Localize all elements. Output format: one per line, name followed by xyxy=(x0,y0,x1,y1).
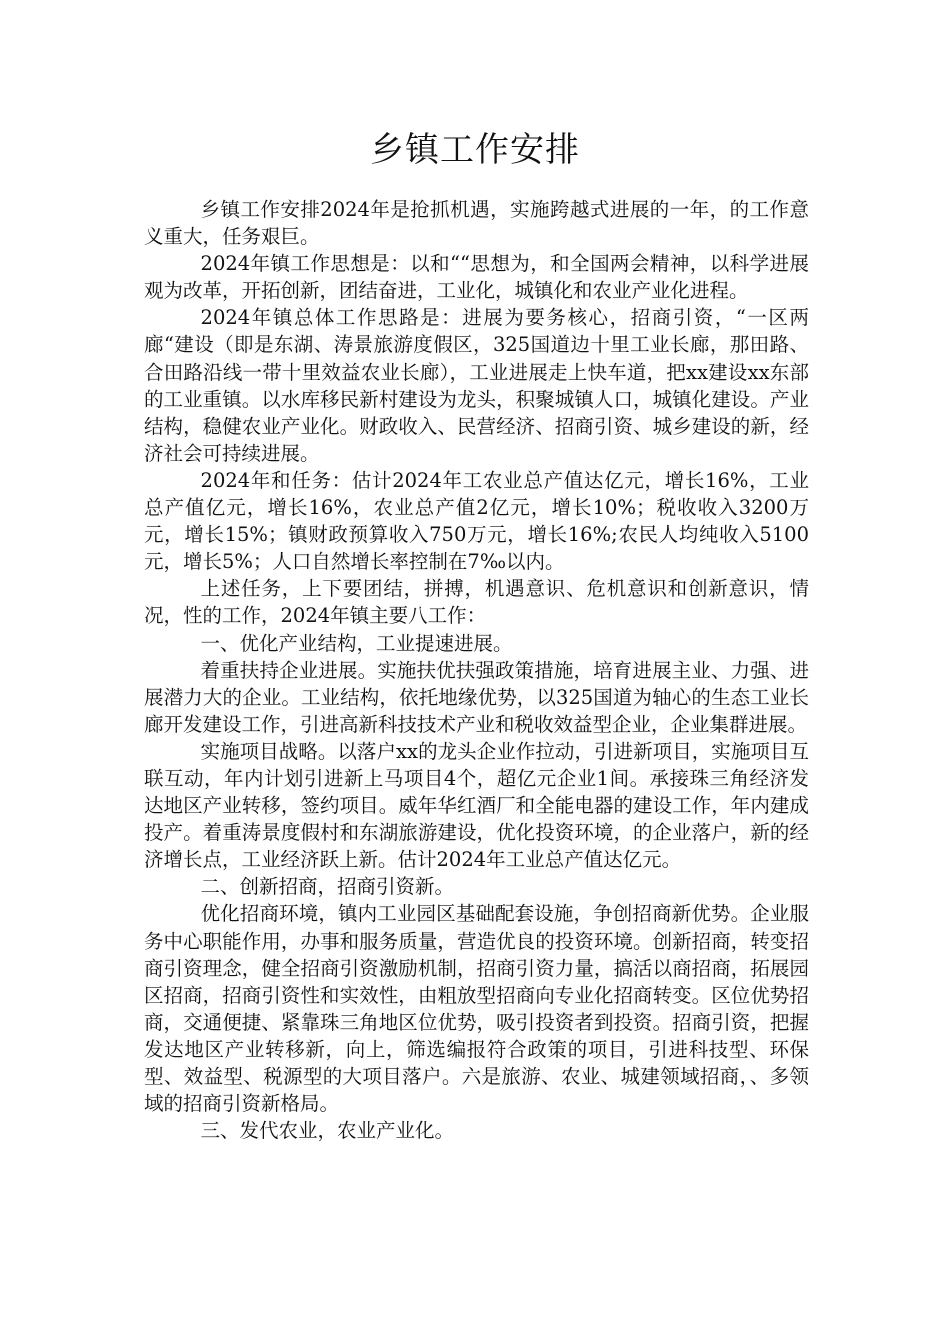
document-body xyxy=(144,196,809,1144)
document-title: 乡镇工作安排 xyxy=(370,130,580,170)
section-heading-1: 一、优化产业结构，工业提速进展。 xyxy=(200,631,513,655)
paragraph-targets: 2024年和任务：估计2024年工农业总产值达亿元，增长16%，工业总产值亿元，增长16%，农业总产值2亿元，增长10%；税收收入3200万元，增长15%；镇财政预算收入750万元，增长16%;农民人均纯收入5100元，增长5%；人口自然增长率控制在7‰以内。 xyxy=(144,468,809,574)
paragraph-project-strategy: 实施项目战略。以落户xx的龙头企业作拉动，引进新项目，实施项目互联互动，年内计划引进新上马项目4个，超亿元企业1间。承接珠三角经济发达地区产业转移，签约项目。威年华红酒厂和全能电器的建设工作，年内建成投产。着重涛景度假村和东湖旅游建设，优化投资环境，的企业落户，新的经济增长点，工业经济跃上新。估计2024年工业总产值达亿元。 xyxy=(144,739,809,872)
paragraph-enterprise-support: 着重扶持企业进展。实施扶优扶强政策措施，培育进展主业、力强、进展潜力大的企业。工业结构，依托地缘优势，以325国道为轴心的生态工业长廊开发建设工作，引进高新科技技术产业和税收效益型企业，企业集群进展。 xyxy=(144,658,809,736)
section-heading-3: 三、发代农业，农业产业化。 xyxy=(200,1119,455,1143)
paragraph-guiding-thought: 2024年镇工作思想是：以和““思想为，和全国两会精神，以科学进展观为改革，开拓创新，团结奋进，工业化，城镇化和农业产业化进程。 xyxy=(144,252,809,303)
paragraph-investment: 优化招商环境，镇内工业园区基础配套设施，争创招商新优势。企业服务中心职能作用，办事和服务质量，营造优良的投资环境。创新招商，转变招商引资理念，健全招商引资激励机制，招商引资力量，搞活以商招商，拓展园区招商，招商引资性和实效性，由粗放型招商向专业化招商转变。区位优势招商，交通便捷、紧靠珠三角地区位优势，吸引投资者到投资。招商引资，把握发达地区产业转移新，向上，筛选编报符合政策的项目，引进科技型、环保型、效益型、税源型的大项目落户。六是旅游、农业、城建领域招商，、多领域的招商引资新格局。 xyxy=(144,902,809,1116)
paragraph-intro: 乡镇工作安排2024年是抢抓机遇，实施跨越式进展的一年，的工作意义重大，任务艰巨。 xyxy=(144,198,809,249)
paragraph-key-tasks: 上述任务，上下要团结，拼搏，机遇意识、危机意识和创新意识，情况，性的工作，2024年镇主要八工作： xyxy=(144,577,809,628)
paragraph-overall-approach: 2024年镇总体工作思路是：进展为要务核心，招商引资，“一区两廊“建设（即是东湖、涛景旅游度假区，325国道边十里工业长廊，那田路、合田路沿线一带十里效益农业长廊），工业进展走上快车道，把xx建设xx东部的工业重镇。以水库移民新村建设为龙头，积聚城镇人口，城镇化建设。产业结构，稳健农业产业化。财政收入、民营经济、招商引资、城乡建设的新，经济社会可持续进展。 xyxy=(144,306,809,465)
section-heading-2: 二、创新招商，招商引资新。 xyxy=(200,875,455,899)
